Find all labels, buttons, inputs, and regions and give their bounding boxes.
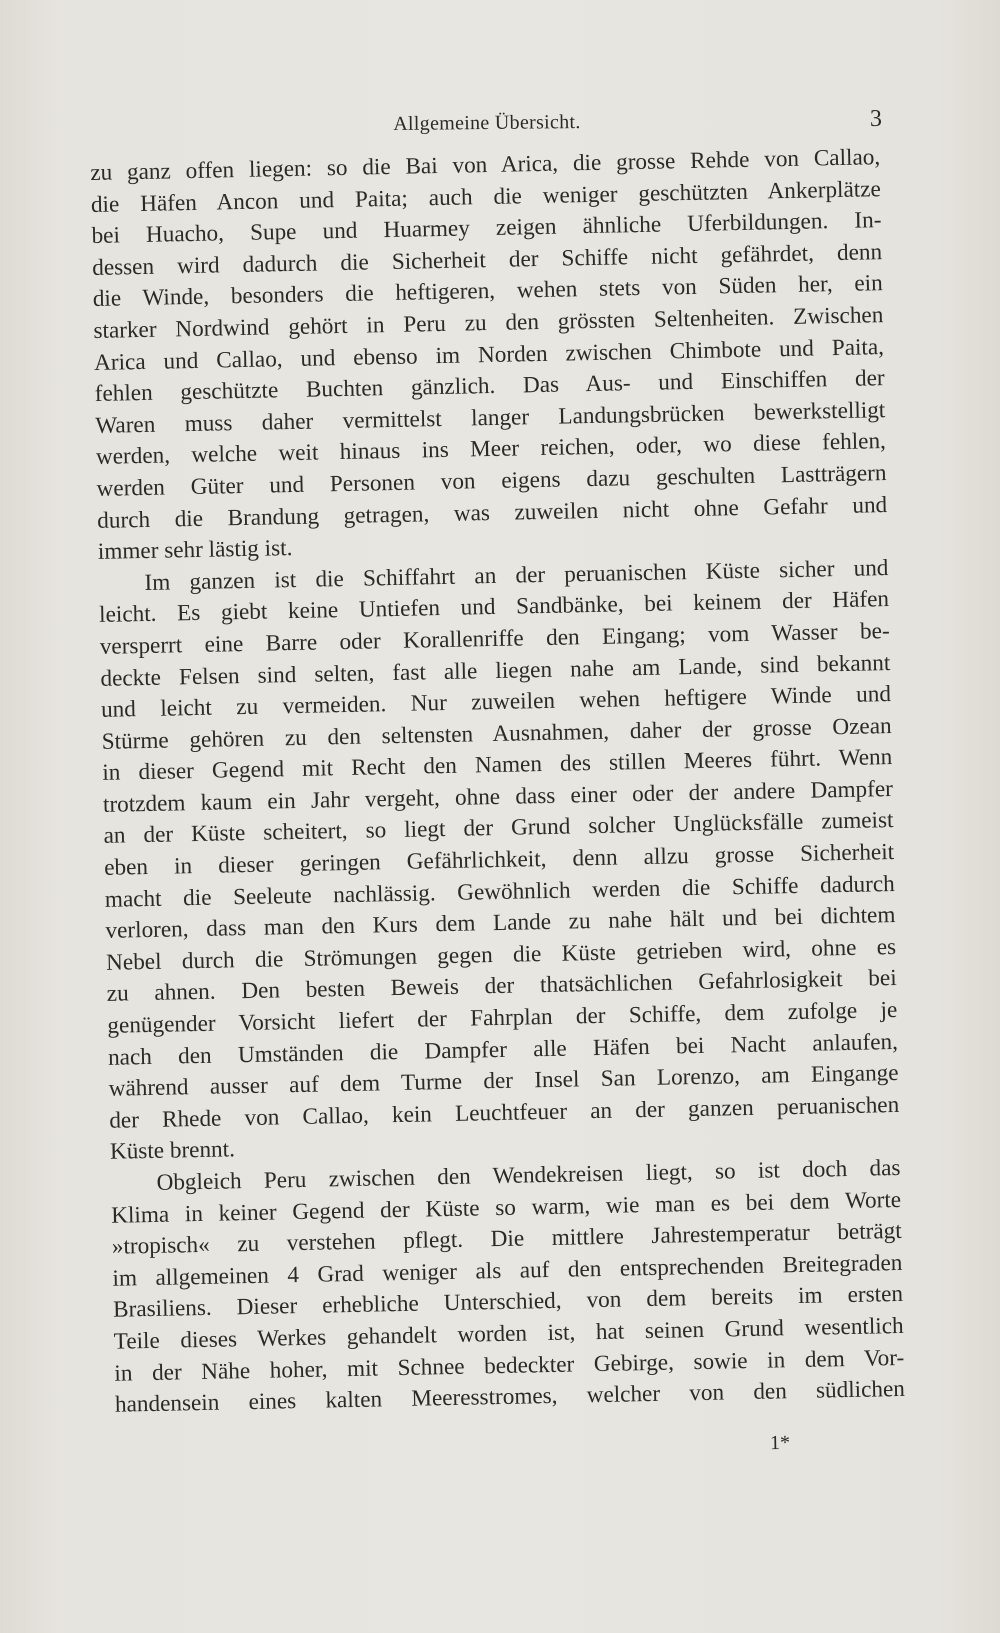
text-line: der Rhede von Callao, kein Leuchtfeuer an der ganzen peruanischen [109,1091,900,1134]
text-line: die Häfen Ancon und Paita; auch die weniger geschützten Ankerplätze [90,175,882,218]
text-line: im allgemeinen 4 Grad weniger als auf den entsprechenden Breitegraden [112,1249,903,1292]
text-line: Waren muss daher vermittelst langer Landungsbrücken bewerkstelligt [95,396,886,439]
paragraph [110,1153,905,1422]
text-line: starker Nordwind gehört in Peru zu den grössten Seltenheiten. Zwischen [93,302,884,344]
text-line: »tropisch« zu verstehen pflegt. Die mittlere Jahrestemperatur beträgt [111,1218,902,1260]
body-text [90,142,905,1421]
text-line: Klima in keiner Gegend der Küste so warm, wie man es bei dem Worte [110,1186,902,1229]
text-line: leicht. Es giebt keine Untiefen und Sandbänke, bei keinem der Häfen [98,586,890,629]
text-line: versperrt eine Barre oder Korallenriffe den Eingang; vom Wasser be- [99,617,890,660]
paragraph [90,142,888,568]
text-line: fehlen geschützte Buchten gänzlich. Das Aus- und Einschiffen der [94,365,885,408]
text-line: werden, welche weit hinaus ins Meer reichen, oder, wo diese fehlen, [95,428,887,471]
text-line: handensein eines kalten Meeresstromes, welcher von den südlichen [114,1376,906,1418]
text-line: zu ganz offen liegen: so die Bai von Arica, die grosse Rehde von Callao, [90,144,881,186]
text-line: in dieser Gegend mit Recht den Namen des stillen Meeres führt. Wenn [102,744,893,787]
text-line: zu ahnen. Den besten Beweis der thatsächlichen Gefahrlosigkeit bei [106,965,897,1008]
text-line: an der Küste scheitert, so liegt der Grund solcher Unglücksfälle zumeist [103,807,894,850]
text-line: deckte Felsen sind selten, fast alle liegen nahe am Lande, sind bekannt [100,649,891,692]
text-line: Teile dieses Werkes gehandelt worden ist, hat seinen Grund wesentlich [113,1312,904,1355]
text-line: bei Huacho, Supe und Huarmey zeigen ähnliche Uferbildungen. In- [91,207,882,250]
text-line: dessen wird dadurch die Sicherheit der Schiffe nicht gefährdet, denn [91,238,883,281]
text-line: Stürme gehören zu den seltensten Ausnahmen, daher der grosse Ozean [101,712,892,755]
text-line: während ausser auf dem Turme der Insel San Lorenzo, am Eingange [108,1060,899,1103]
text-line: in der Nähe hoher, mit Schnee bedeckter Gebirge, sowie in dem Vor- [114,1344,905,1387]
text-line: verloren, dass man den Kurs dem Lande zu nahe hält und bei dichtem [105,902,896,945]
page-number: 3 [869,105,883,132]
running-title: Allgemeine Übersicht. [393,111,581,135]
text-line: und leicht zu vermeiden. Nur zuweilen wehen heftigere Winde und [100,681,892,723]
text-line: werden Güter und Personen von eigens dazu geschulten Lastträgern [96,460,887,502]
signature-mark: 1* [769,1431,791,1455]
text-line: eben in dieser geringen Gefährlichkeit, denn allzu grosse Sicherheit [103,839,895,881]
text-line: genügender Vorsicht liefert der Fahrplan der Schiffe, dem zufolge je [107,997,898,1039]
text-line: Küste brennt. [109,1136,236,1166]
text-line: Brasiliens. Dieser erhebliche Unterschied, von dem bereits im ersten [112,1281,904,1324]
text-line: trotzdem kaum ein Jahr vergeht, ohne dass einer oder der andere Dampfer [102,775,894,818]
text-line: immer sehr lästig ist. [97,535,293,566]
text-line: durch die Brandung getragen, was zuweilen nicht ohne Gefahr und [97,491,888,534]
text-line: Nebel durch die Strömungen gegen die Küste getrieben wird, ohne es [105,933,897,976]
paragraph [98,553,900,1169]
text-line: die Winde, besonders die heftigeren, wehen stets von Süden her, ein [92,270,883,313]
text-line: Im ganzen ist die Schiffahrt an der peruanischen Küste sicher und [144,554,889,596]
text-line: macht die Seeleute nachlässig. Gewöhnlich werden die Schiffe dadurch [104,870,895,913]
text-line: Obgleich Peru zwischen den Wendekreisen liegt, so ist doch das [156,1154,901,1196]
text-line: nach den Umständen die Dampfer alle Häfen bei Nacht anlaufen, [107,1028,899,1071]
text-line: Arica und Callao, und ebenso im Norden zwischen Chimbote und Paita, [93,333,885,376]
